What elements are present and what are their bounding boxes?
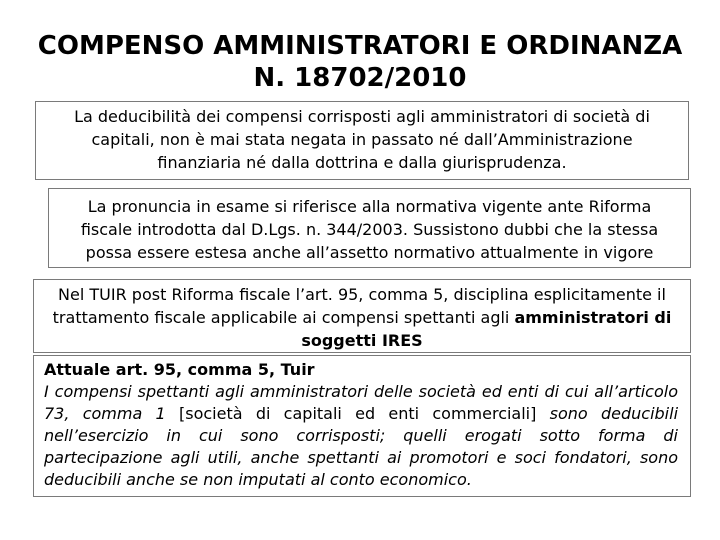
article-95-content <box>34 356 690 491</box>
tuir-reform-box <box>33 279 691 353</box>
text-line: possa essere estesa anche all’assetto normativo attualmente in vigore <box>85 243 654 262</box>
article-heading: Attuale art. 95, comma 5, Tuir <box>44 360 315 379</box>
tuir-reform-text <box>34 280 690 352</box>
text-line: fiscale introdotta dal D.Lgs. n. 344/2003. Sussistono dubbi che la stessa <box>80 220 659 239</box>
bold-text: amministratori di <box>514 308 672 327</box>
page-title <box>0 30 720 94</box>
text-span: trattamento fiscale applicabile ai compensi spettanti agli <box>52 308 510 327</box>
text-line: La pronuncia in esame si riferisce alla normativa vigente ante Riforma <box>87 197 652 216</box>
article-text-b: [società di capitali ed enti commerciali] <box>179 404 537 423</box>
article-text-a: I compensi spettanti agli amministratori delle società ed enti di cui all’articolo 73, comma 1 <box>44 382 678 423</box>
deducibility-box <box>35 101 689 180</box>
deducibility-text <box>36 102 688 174</box>
text-line: finanziaria né dalla dottrina e dalla giurisprudenza. <box>157 153 567 172</box>
text-line <box>40 306 684 329</box>
article-95-box <box>33 355 691 497</box>
text-line: capitali, non è mai stata negata in passato né dall’Amministrazione <box>91 130 633 149</box>
page-title-line-1: COMPENSO AMMINISTRATORI E ORDINANZA <box>37 31 683 61</box>
text-line: La deducibilità dei compensi corrisposti agli amministratori di società di <box>74 107 650 126</box>
text-line <box>40 329 684 352</box>
text-line: Nel TUIR post Riforma fiscale l’art. 95, comma 5, disciplina esplicitamente il <box>58 285 666 304</box>
ruling-text <box>49 189 690 264</box>
bold-text: soggetti IRES <box>301 331 423 350</box>
page-title-line-2: N. 18702/2010 <box>253 63 467 93</box>
ruling-box <box>48 188 691 268</box>
article-text-c: sono deducibili nell’esercizio in cui sono corrisposti; quelli erogati sotto forma di partecipazione agli utili, anche spettanti ai promotori e soci fondatori, sono deducibili anche se non imputati al conto economico. <box>44 404 679 489</box>
article-body <box>44 381 678 491</box>
